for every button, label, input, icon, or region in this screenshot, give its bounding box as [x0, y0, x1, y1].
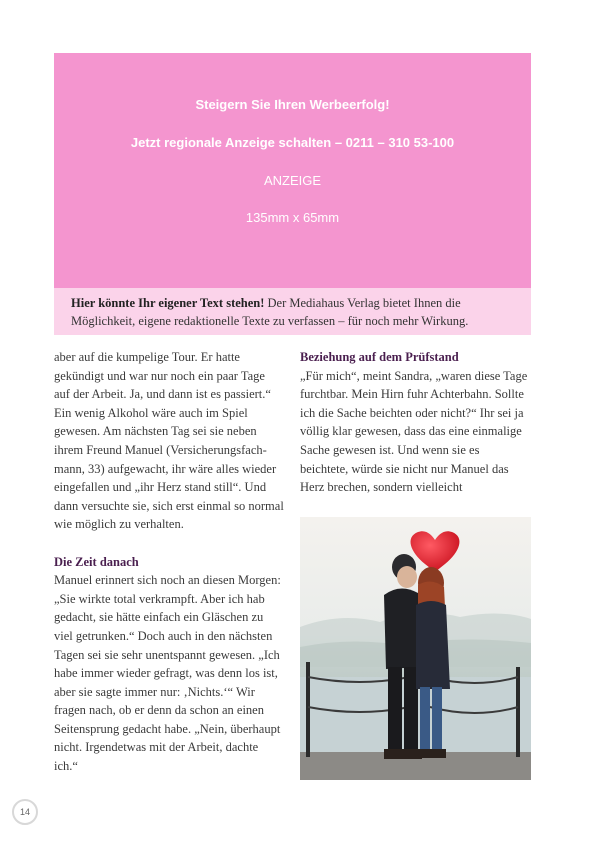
- ad-placeholder: [54, 53, 531, 288]
- left-column: [54, 348, 284, 776]
- left-paragraph-1: aber auf die kumpelige Tour. Er hatte gekündigt und war nur noch ein paar Tage auf der Arbeit. Ja, und dann ist es passiert.“ Ein wenig Alkohol wäre auch im Spiel gewesen. Am nächsten Tag sei sie neben ihrem Freund Manuel (Versicherungsfach-mann, 33) aufgewacht, ihr wäre alles wieder eingefallen und „ihr Herz stand still“. Und dann versuchte sie, sich erst einmal so normal wie möglich zu verhalten.: [54, 350, 284, 532]
- right-paragraph-1: „Für mich“, meint Sandra, „waren diese Tage furchtbar. Mein Hirn fuhr Achterbahn. Sollte ich die Sache beichten oder nicht?“ Ihr sei ja völlig klar gewesen, dass das eine einmalige Sache gewesen ist. Und wenn sie es beichtete, würde sie nicht nur Manuel das Herz brechen, sondern vielleicht: [300, 368, 528, 495]
- ad-headline: Steigern Sie Ihren Werbeerfolg!: [195, 97, 390, 112]
- couple-photo: [300, 517, 531, 780]
- ad-band-text: Der Mediahaus Verlag bietet Ihnen die Möglichkeit, eigene redaktionelle Texte zu verfassen – für noch mehr Wirkung.: [71, 296, 469, 328]
- ad-label: ANZEIGE: [263, 173, 322, 188]
- heading-beziehung: Beziehung auf dem Prüfstand: [300, 350, 459, 364]
- page-number: 14: [12, 799, 38, 825]
- ad-band-bold: Hier könnte Ihr eigener Text stehen!: [71, 296, 265, 310]
- ad-text-band: [54, 288, 531, 335]
- heading-zeit-danach: Die Zeit danach: [54, 554, 139, 569]
- ad-size: 135mm x 65mm: [245, 210, 340, 225]
- ad-contact-line: Jetzt regionale Anzeige schalten – 0211 – 310 53-100: [130, 135, 455, 150]
- right-column: [300, 348, 530, 497]
- left-paragraph-2: Manuel erinnert sich noch an diesen Morgen: „Sie wirkte total verkrampft. Aber ich hab gedacht, sie hätte einfach ein Gläschen zu viel getrunken.“ Doch auch in den nächsten Tagen sei sie sehr unentspannt gewesen. „Ich habe immer wieder gefragt, was denn los ist, aber sie sagte immer nur: ‚Nichts.‘“ Wir fragen nach, ob er denn da schon an einen Seitensprung gedacht habe. „Nein, überhaupt nicht. Irgendetwas mit der Arbeit, dachte ich.“: [54, 573, 281, 774]
